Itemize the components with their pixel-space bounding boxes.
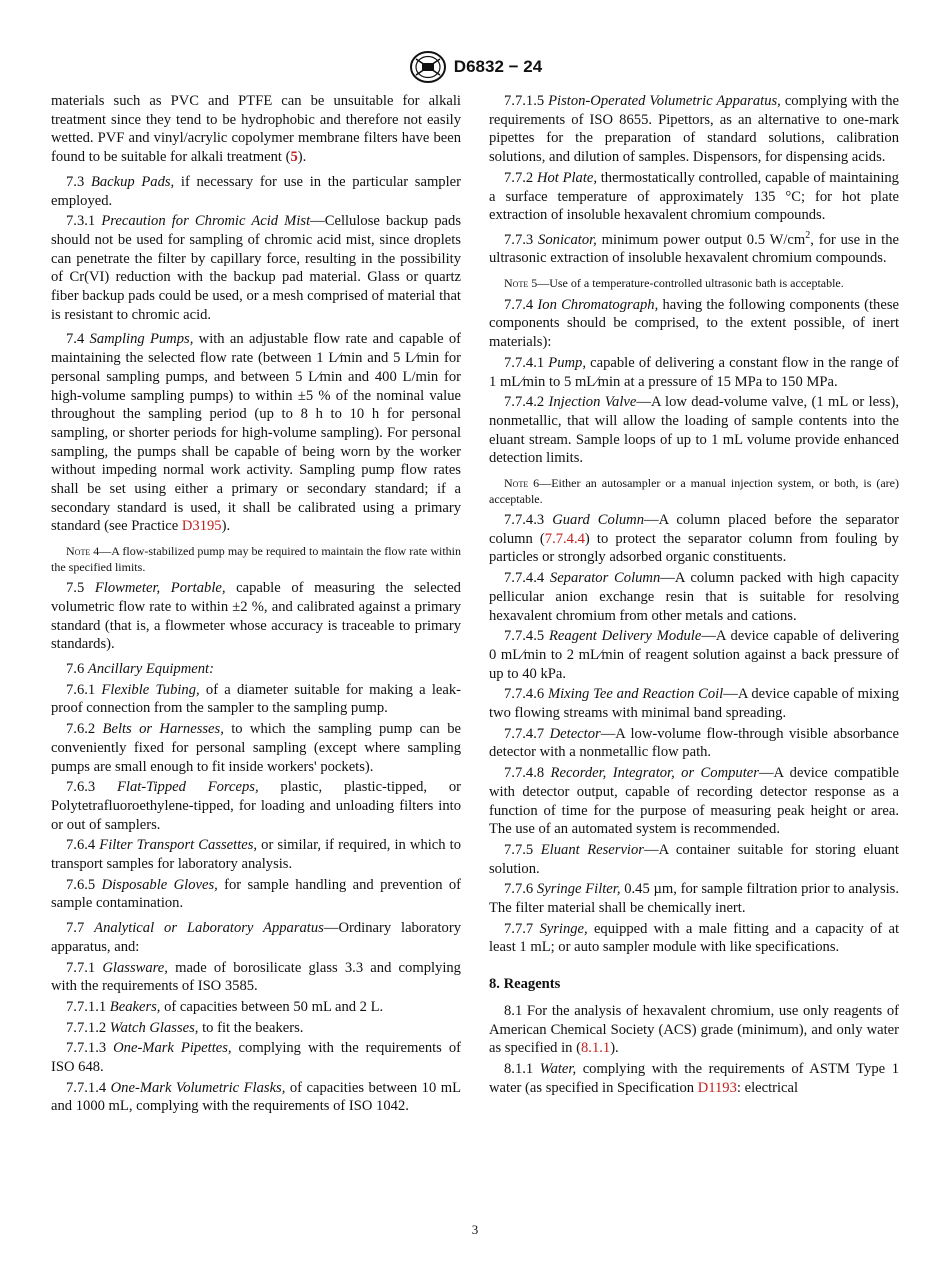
section-7-7-1-5: [489, 92, 899, 167]
section-number: 7.7.4.1: [504, 354, 545, 371]
text: , for use in the ultrasonic extraction of insoluble hexavalent chromium compounds.: [489, 231, 899, 267]
section-title: Disposable Gloves,: [101, 876, 218, 893]
section-title: Flowmeter, Portable,: [94, 580, 226, 597]
page-number: 3: [471, 1222, 479, 1237]
section-title: Sonicator,: [538, 231, 597, 248]
section-number: 7.7: [66, 920, 85, 937]
note-5: [489, 276, 899, 292]
section-7-7-4-2: [489, 393, 899, 468]
text: ) to protect the separator column from fouling by particles or strongly adsorbed organic constituents.: [489, 530, 899, 566]
section-title: Flat-Tipped Forceps,: [116, 779, 259, 796]
section-number: 7.7.4.5: [504, 628, 545, 645]
section-title: Hot Plate,: [536, 169, 598, 186]
text: for sample handling and prevention of sample contamination.: [51, 876, 462, 912]
text: For the analysis of hexavalent chromium, use only reagents of American Chemical Society (ACS) grade (minimum), and only water as specified in (: [489, 1002, 899, 1057]
section-title: Pump,: [548, 354, 586, 371]
section-number: 8.1.1: [504, 1061, 534, 1077]
text: —A device capable of mixing two flowing streams with minimal band spreading.: [489, 686, 899, 722]
note-text: —Either an autosampler or a manual injection system, or both, is (are) acceptable.: [489, 476, 900, 506]
section-7-7-1-3: [51, 1039, 461, 1076]
section-title: Syringe,: [539, 920, 588, 937]
text: to fit the beakers.: [198, 1019, 304, 1036]
document-id: D6832 − 24: [453, 57, 543, 76]
section-title: Recorder, Integrator, or Computer: [550, 765, 759, 782]
section-7-7-2: [489, 169, 899, 225]
section-title: One-Mark Volumetric Flasks,: [110, 1079, 286, 1096]
text: —A device capable of delivering 0 mL⁄min to 2 mL⁄min of reagent solution against a back pressure of up to 40 kPa.: [489, 628, 899, 682]
section-7-6-4: [51, 836, 461, 873]
text: complying with the requirements of ASTM Type 1 water (as specified in Specification: [489, 1061, 899, 1096]
section-number: 7.7.1.1: [66, 998, 107, 1015]
section-7-3: [51, 173, 461, 210]
section-title: Separator Column: [549, 570, 661, 587]
section-number: 7.6.4: [66, 837, 96, 854]
section-title: Reagent Delivery Module: [549, 628, 702, 645]
text: to which the sampling pump can be conveniently fixed for personal sampling (except where sampling pumps are small enough to fit inside workers' pockets).: [51, 721, 461, 775]
note-label: Note 5: [504, 276, 538, 291]
section-7-7-4-8: [489, 764, 899, 839]
left-column: [51, 92, 461, 1118]
section-title: Belts or Harnesses,: [102, 721, 224, 738]
section-number: 7.7.4.2: [504, 394, 545, 411]
section-title: Piston-Operated Volumetric Apparatus,: [548, 93, 781, 109]
text: —A container suitable for storing eluant solution.: [489, 841, 899, 877]
section-7-7-4-3: [489, 511, 899, 567]
section-7-7-4-5: [489, 627, 899, 683]
section-number: 7.6.1: [66, 681, 96, 698]
section-7-7-1-4: [51, 1079, 461, 1116]
section-number: 7.7.5: [504, 841, 534, 858]
text: made of borosilicate glass 3.3 and complying with the requirements of ISO 3585.: [51, 959, 461, 995]
section-title: Eluant Reservior: [540, 841, 644, 858]
page-header: [0, 50, 950, 84]
note-text: —A flow-stabilized pump may be required to maintain the flow rate within the specified limits.: [51, 544, 461, 574]
section-number: 7.7.1: [66, 959, 96, 976]
section-number: 7.3: [66, 173, 85, 190]
section-number: 7.6.5: [66, 876, 96, 893]
section-number: 7.7.4.3: [504, 512, 545, 529]
text: ).: [297, 149, 307, 166]
text: —A low-volume flow-through visible absorbance detector with a nonmetallic flow path.: [489, 725, 899, 761]
section-7-7-7: [489, 920, 899, 957]
reference-link[interactable]: 5: [290, 149, 298, 166]
section-7-7-3: [489, 227, 899, 268]
section-number: 7.7.4: [504, 296, 534, 313]
text: ).: [221, 518, 231, 535]
section-number: 7.7.4.4: [504, 570, 545, 587]
section-number: 7.7.4.8: [504, 765, 545, 782]
section-number: 7.7.1.2: [66, 1019, 107, 1036]
text: of capacities between 50 mL and 2 L.: [160, 998, 384, 1015]
section-7-7-1-1: [51, 998, 461, 1017]
reference-link[interactable]: 8.1.1: [581, 1040, 611, 1057]
text: —A column packed with high capacity pellicular anion exchange resin that is suitable for resolving hexavalent chromium from other metals and cations.: [489, 570, 899, 624]
section-number: 7.7.4.6: [504, 686, 545, 703]
section-number: 7.7.1.4: [66, 1079, 107, 1096]
text: with an adjustable flow rate and capable of maintaining the selected flow rate (between 1 L⁄min and 5 L⁄min for personal sampling pumps, and between 5 L⁄min and 400 L/min for high-volume sampling pumps) to within ±5 % of the nominal value throughout the sampling period (up to 8 h to 10 h for personal sampling, or shorter periods for high-volume sampling). For personal sampling, the pumps shall be capable of being worn by the worker without impeding normal work activity. Sampling pump flow rates shall be set using either a primary or secondary standard; if a secondary standard is used, it shall be calibrated using a primary standard (see Practice: [51, 331, 462, 535]
section-7-5: [51, 579, 461, 654]
section-7-7-4-7: [489, 725, 899, 762]
section-8-1-1: [489, 1060, 899, 1097]
note-4: [51, 544, 461, 575]
section-number: 7.7.4.7: [504, 725, 545, 742]
text: —A low dead-volume valve, (1 mL or less), nonmetallic, that will allow the loading of sample contents into the eluant stream. Sample loops of up to 1 mL volume provide enhanced detection limits.: [489, 394, 899, 467]
text: —A device compatible with detector output, capable of recording detector response as a function of time for the purpose of measuring peak height or area. The use of an automated system is recommended.: [489, 765, 899, 838]
right-column: [489, 92, 899, 1099]
text: of a diameter suitable for making a leak-proof connection from the sampler to the sampling pump.: [51, 681, 461, 717]
section-number: 7.7.2: [504, 169, 534, 186]
section-number: 7.7.1.3: [66, 1040, 107, 1057]
text: thermostatically controlled, capable of maintaining a surface temperature of approximately 135 °C; for hot plate extraction of insoluble hexavalent chromium compounds.: [489, 169, 899, 224]
section-7-6-3: [51, 778, 461, 834]
text: —Ordinary laboratory apparatus, and:: [51, 920, 461, 955]
text: complying with the requirements of ISO 8655. Pipettors, as an alternative to one-mark pipettes for the preparation of standard solutions, calibration solutions, and dilution of samples. Dispensors, for dispensing acids.: [489, 93, 899, 166]
section-7-7-4-1: [489, 354, 899, 391]
note-label: Note 6: [504, 476, 540, 491]
section-title: Ancillary Equipment:: [87, 660, 214, 677]
section-7-7-1: [51, 959, 461, 996]
section-title: Injection Valve: [548, 394, 637, 411]
section-number: 7.6.2: [66, 721, 96, 738]
section-8-1: [489, 1002, 899, 1058]
note-label: Note 4: [66, 544, 100, 559]
section-7-7-1-2: [51, 1019, 461, 1038]
section-7-7-4-4: [489, 569, 899, 625]
section-7-7-5: [489, 841, 899, 878]
section-number: 7.4: [66, 331, 85, 348]
section-title: Water,: [539, 1061, 577, 1077]
section-number: 7.7.3: [504, 231, 534, 248]
section-number: 7.7.7: [504, 920, 534, 937]
reference-link[interactable]: 7.7.4.4: [544, 530, 585, 547]
section-7-3-1: [51, 212, 461, 324]
section-title: One-Mark Pipettes,: [113, 1040, 232, 1057]
section-7-7-4: [489, 296, 899, 352]
text: minimum power output 0.5 W/cm: [596, 231, 806, 248]
section-7-4: [51, 330, 461, 536]
reference-link[interactable]: D3195: [181, 518, 222, 535]
section-7-7-4-6: [489, 685, 899, 722]
section-title: Mixing Tee and Reaction Coil: [547, 686, 724, 703]
text: having the following components (these components should be comprised, to the extent possible, of inert materials):: [489, 296, 899, 351]
section-title: Glassware,: [102, 959, 168, 976]
section-number: 7.6.3: [66, 779, 96, 796]
section-title: Detector: [549, 725, 601, 742]
section-title: Flexible Tubing,: [101, 681, 200, 698]
astm-logo-icon: [408, 50, 448, 84]
text: ).: [610, 1040, 619, 1057]
section-number: 7.7.6: [504, 881, 534, 898]
section-7-6: [51, 660, 461, 679]
text: if necessary for use in the particular sampler employed.: [51, 173, 461, 209]
text: capable of delivering a constant flow in the range of 1 mL⁄min to 5 mL⁄min at a pressure of 15 MPa to 150 MPa.: [489, 354, 899, 390]
section-title: Watch Glasses,: [109, 1019, 199, 1036]
section-number: 7.3.1: [66, 213, 96, 230]
section-title: Filter Transport Cassettes,: [99, 837, 258, 854]
text: —Cellulose backup pads should not be used for sampling of chromic acid mist, since droplets can penetrate the filter by capillary force, resulting in the possibility of Cr(VI) reduction with the backup pad material. Glass or quartz fiber backup pads could be used, or a mesh comprised of material that is resistant to chromic acid.: [51, 213, 462, 323]
superscript: 2: [805, 229, 811, 241]
section-7-6-2: [51, 720, 461, 776]
text: materials such as PVC and PTFE can be unsuitable for alkali treatment since they tend to be hydrophobic and therefore not easily wetted. PVF and vinyl/acrylic copolymer membrane filters have been found to be suitable for alkali treatment (: [51, 93, 461, 166]
note-text: —Use of a temperature-controlled ultrasonic bath is acceptable.: [537, 276, 844, 291]
section-heading: 8. Reagents: [489, 976, 561, 993]
text: or similar, if required, in which to transport samples for laboratory analysis.: [51, 837, 462, 873]
reference-link[interactable]: D1193: [697, 1079, 737, 1096]
text: of capacities between 10 mL and 1000 mL, complying with the requirements of ISO 1042.: [51, 1079, 462, 1115]
section-number: 7.5: [66, 580, 85, 597]
section-7-7: [51, 919, 461, 956]
text: 0.45 µm, for sample filtration prior to analysis. The filter material shall be chemically inert.: [489, 881, 900, 917]
paragraph: [51, 92, 461, 167]
text: plastic, plastic-tipped, or Polytetrafluoroethylene-tipped, for loading and unloading filters into or out of samplers.: [51, 779, 461, 833]
note-6: [489, 476, 899, 507]
text: capable of measuring the selected volumetric flow rate to within ±2 %, and calibrated against a primary standard (that is, a flowmeter whose accuracy is traceable to primary standards).: [51, 580, 461, 653]
section-7-6-1: [51, 681, 461, 718]
text: : electrical: [736, 1079, 799, 1096]
section-7-6-5: [51, 876, 461, 913]
section-7-7-6: [489, 880, 899, 917]
section-title: Syringe Filter,: [536, 881, 621, 898]
section-title: Analytical or Laboratory Apparatus: [94, 920, 324, 937]
section-title: Precaution for Chromic Acid Mist: [101, 213, 311, 230]
section-title: Sampling Pumps,: [89, 331, 194, 348]
section-title: Backup Pads,: [90, 173, 175, 190]
text: complying with the requirements of ISO 648.: [51, 1040, 462, 1076]
text: equipped with a male fitting and a capacity of at least 1 mL; or auto sampler module with like specifications.: [489, 920, 899, 956]
section-number: 7.7.1.5: [504, 93, 545, 109]
section-number: 7.6: [66, 660, 85, 677]
section-number: 8.1: [504, 1002, 523, 1019]
section-title: Beakers,: [109, 998, 161, 1015]
section-title: Ion Chromatograph,: [537, 296, 659, 313]
text: —A column placed before the separator column (: [489, 512, 899, 547]
section-title: Guard Column: [552, 512, 645, 529]
